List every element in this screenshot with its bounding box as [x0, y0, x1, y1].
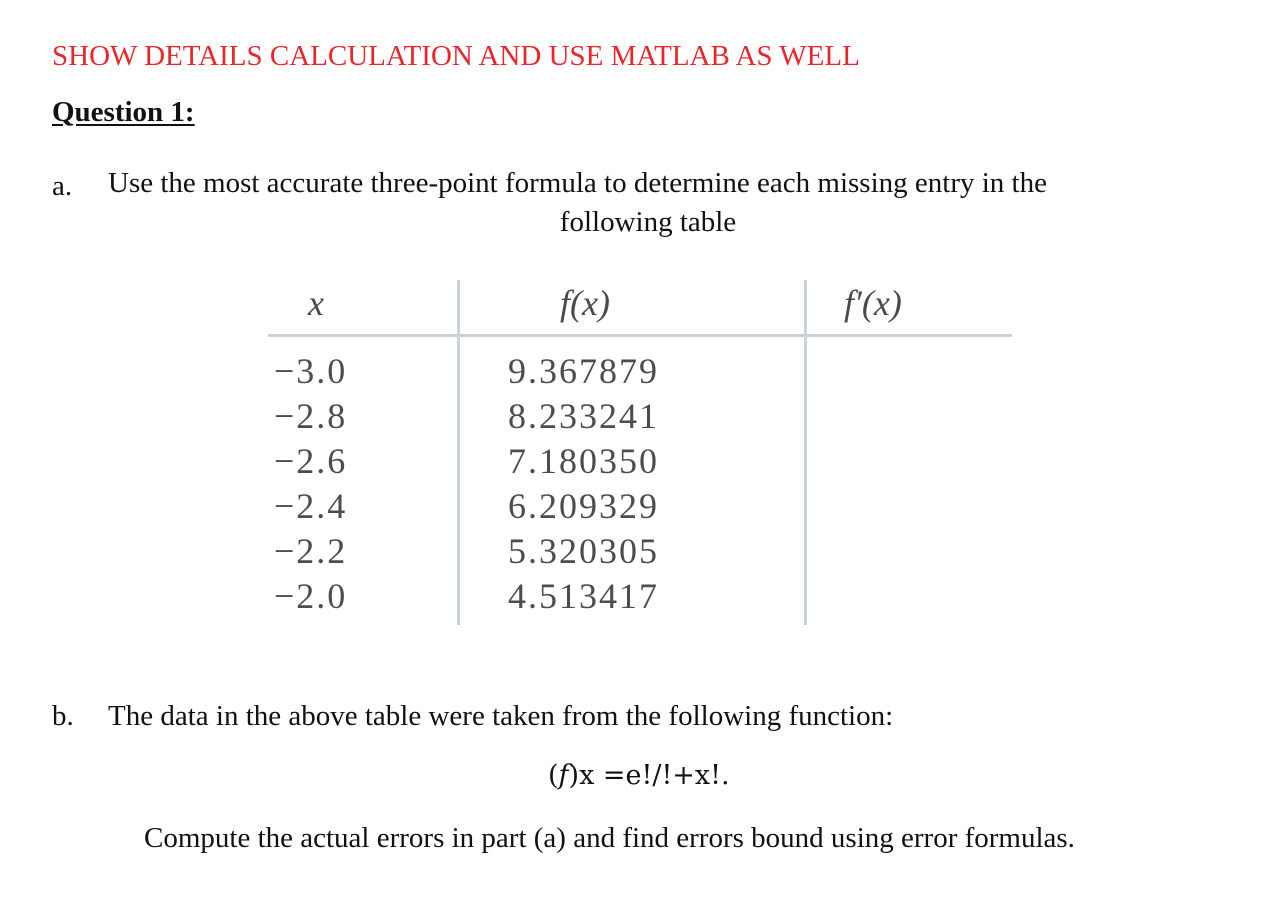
table-divider — [804, 280, 807, 625]
table-cell-fx: 8.233241 — [508, 396, 659, 436]
instruction-banner: SHOW DETAILS CALCULATION AND USE MATLAB AS WELL — [52, 40, 860, 72]
part-a-instruction-line2: following table — [559, 206, 737, 238]
table-header-rule — [268, 334, 1012, 337]
part-b-instruction: The data in the above table were taken from the following function: — [108, 700, 894, 732]
table-cell-x: −2.4 — [274, 486, 348, 526]
question-heading: Question 1: — [52, 96, 195, 128]
part-b-compute-instruction: Compute the actual errors in part (a) and find errors bound using error formulas. — [144, 822, 1075, 854]
table-cell-x: −2.2 — [274, 531, 348, 571]
data-table-image — [262, 272, 1018, 632]
table-cell-fx: 9.367879 — [508, 351, 659, 391]
column-header-x: x — [308, 283, 324, 323]
column-header-fx: f(x) — [560, 283, 610, 323]
formula-function-name: f — [558, 760, 569, 791]
column-header-derivative: f′(x) — [844, 283, 902, 323]
table-cell-fx: 7.180350 — [508, 441, 659, 481]
part-a-marker: a. — [52, 170, 73, 202]
table-divider — [457, 280, 460, 625]
table-cell-fx: 5.320305 — [508, 531, 659, 571]
table-cell-fx: 4.513417 — [508, 576, 659, 616]
table-cell-x: −2.6 — [274, 441, 348, 481]
formula-open-paren: ( — [548, 760, 559, 791]
table-cell-x: −3.0 — [274, 351, 348, 391]
table-cell-fx: 6.209329 — [508, 486, 659, 526]
table-cell-x: −2.0 — [274, 576, 348, 616]
part-b-marker: b. — [52, 700, 74, 732]
part-a-instruction-line1: Use the most accurate three-point formula to determine each missing entry in the — [108, 167, 1047, 199]
function-formula — [548, 760, 730, 791]
formula-expression: )x =e!/!+x!. — [568, 760, 730, 791]
table-cell-x: −2.8 — [274, 396, 348, 436]
